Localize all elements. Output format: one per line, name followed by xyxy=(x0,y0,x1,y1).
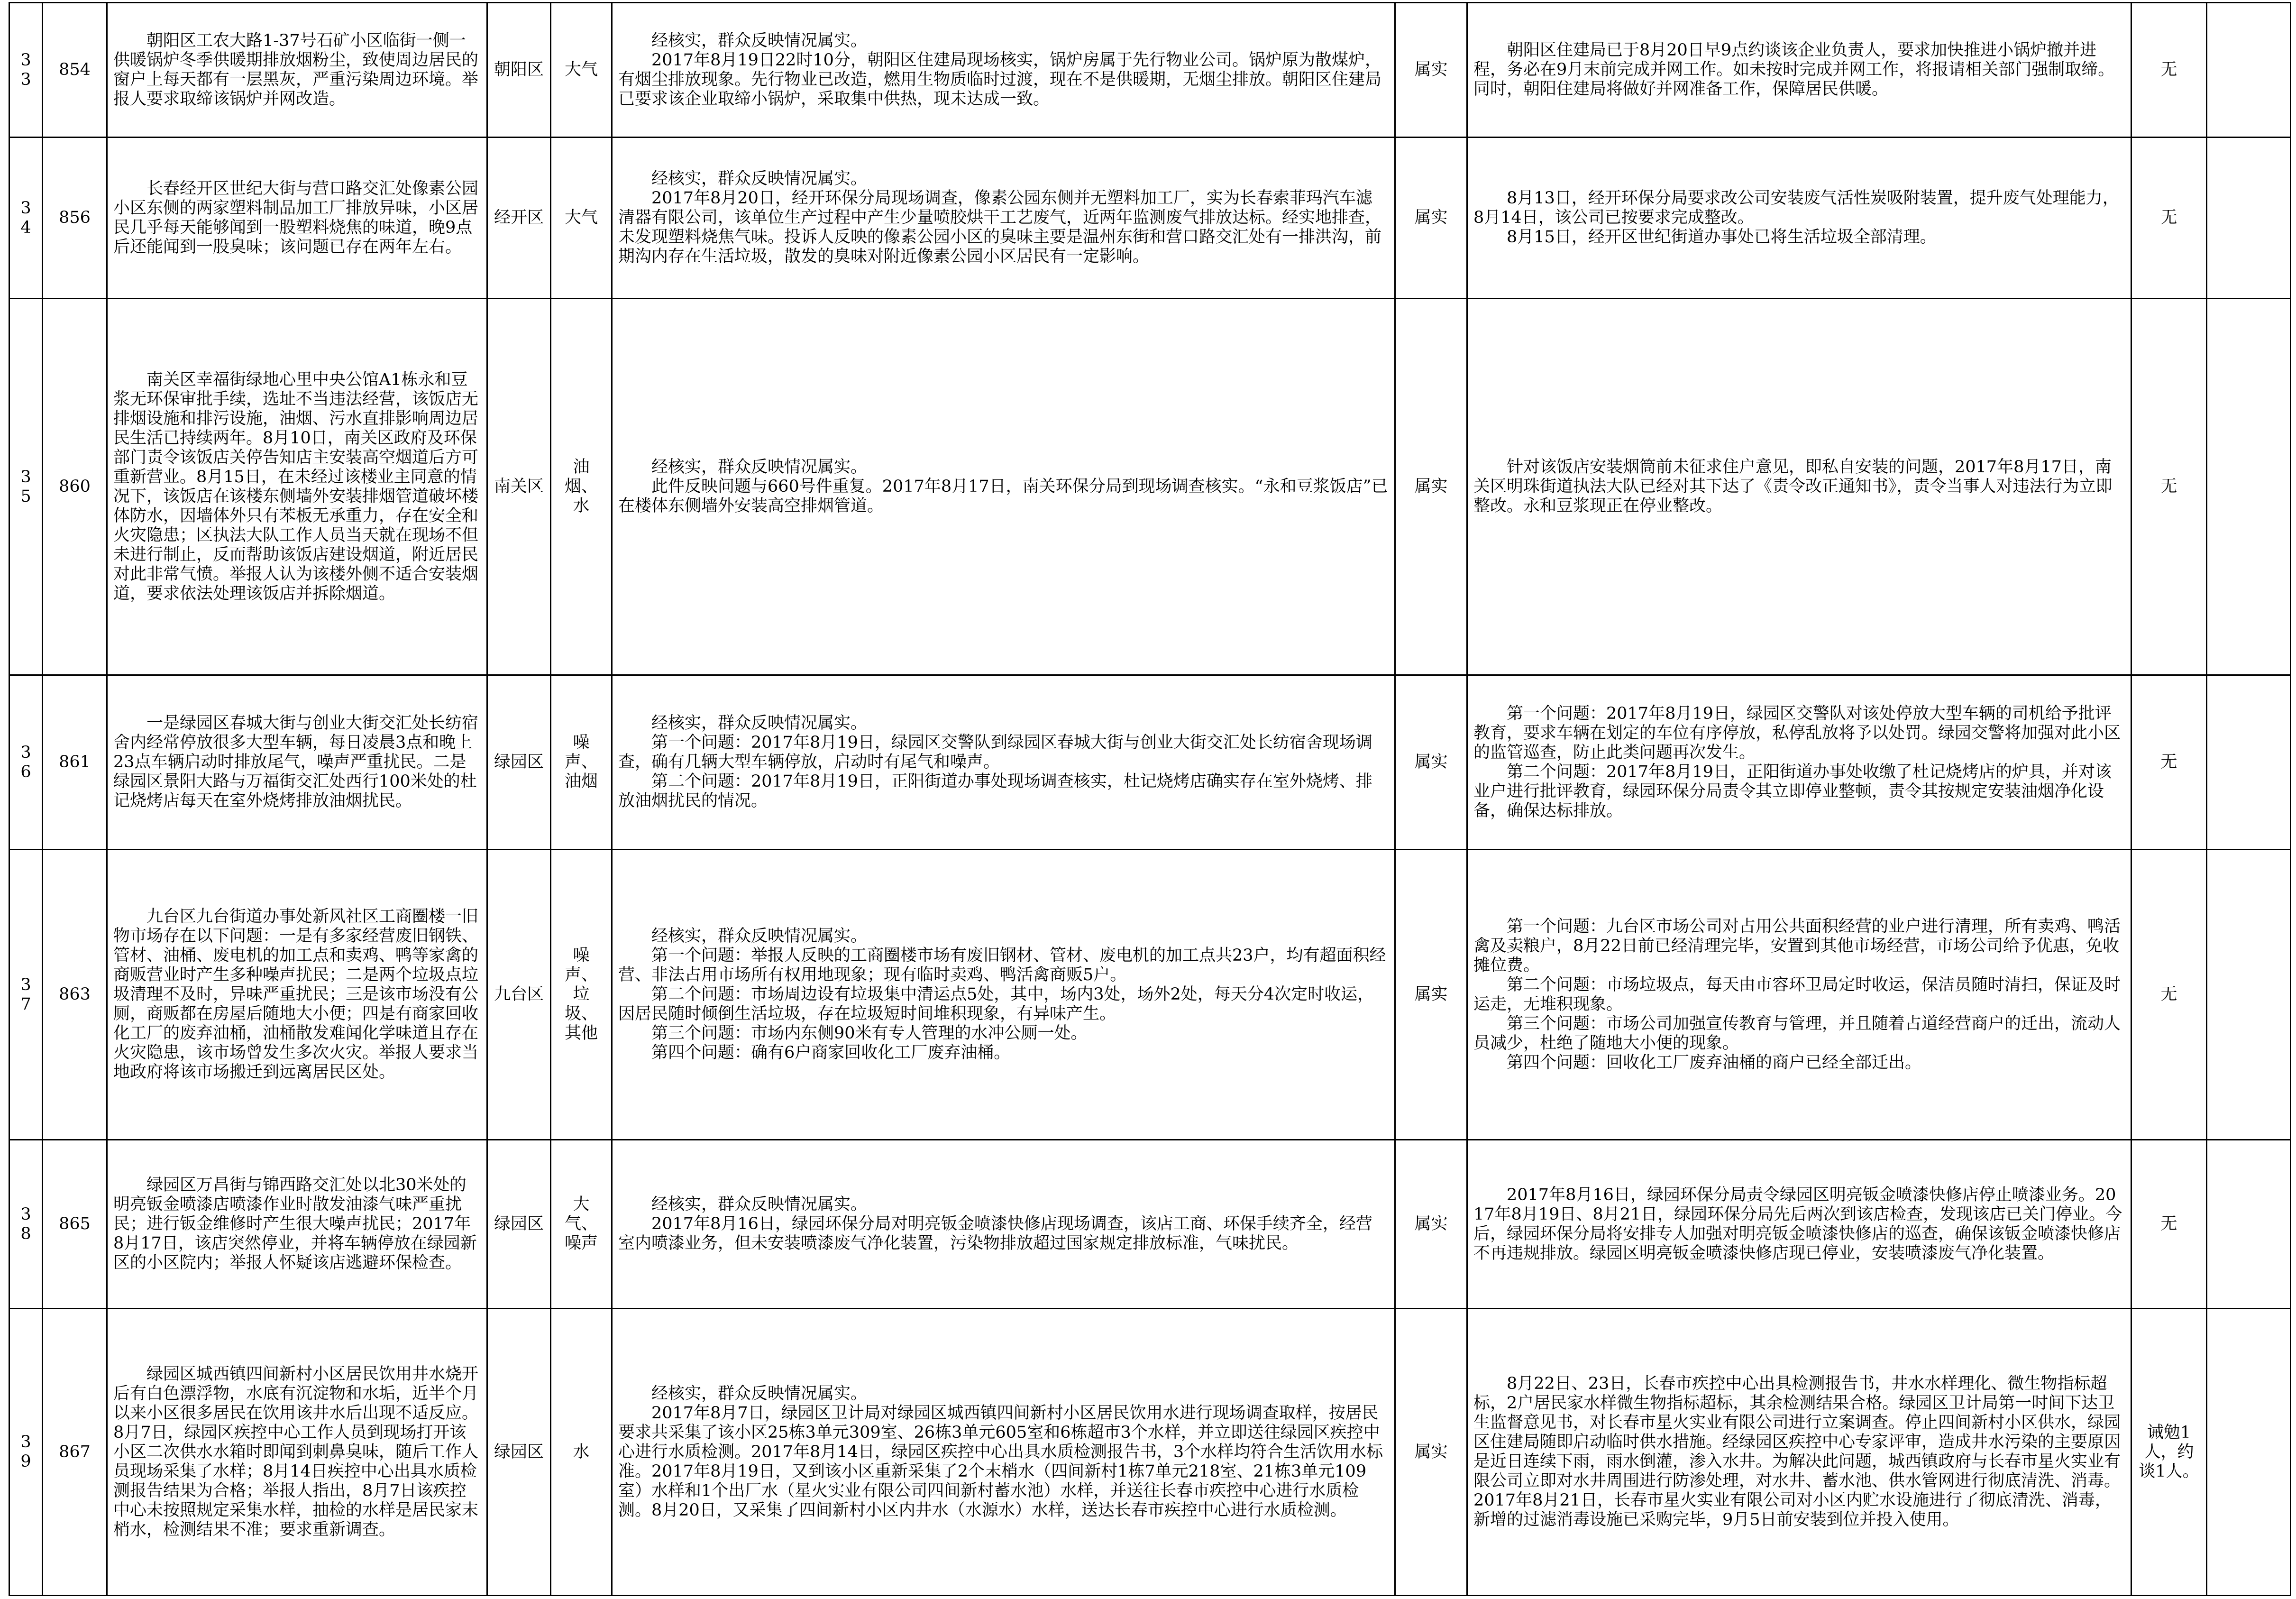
case-id-cell: 854 xyxy=(43,3,107,138)
investigation-cell-paragraph: 经核实，群众反映情况属实。 xyxy=(651,1384,868,1403)
pollution-type-cell: 大气 xyxy=(551,138,612,299)
handling-cell-paragraph: 第一个问题：九台区市场公司对占用公共面积经营的业户进行清理，所有卖鸡、鸭活禽及卖粮户，8月22日前已经清理完毕，安置到其他市场经营，市场公司给予优惠，免收摊位费。 xyxy=(1473,917,2121,975)
investigation-cell-paragraph: 经核实，群众反映情况属实。 xyxy=(651,31,868,50)
district-cell: 经开区 xyxy=(487,138,551,299)
handling-cell-paragraph: 8月13日，经开环保分局要求改公司安装废气活性炭吸附装置，提升废气处理能力，8月14日，该公司已按要求完成整改。 xyxy=(1473,189,2119,227)
investigation-cell-paragraph: 第四个问题：确有6户商家回收化工厂废弃油桶。 xyxy=(651,1043,1011,1062)
blank-cell xyxy=(2207,1140,2291,1309)
blank-cell xyxy=(2207,3,2291,138)
investigation-cell-paragraph: 经核实，群众反映情况属实。 xyxy=(651,1195,868,1214)
investigation-cell xyxy=(612,3,1395,138)
handling-cell xyxy=(1467,675,2131,850)
blank-cell xyxy=(2207,675,2291,850)
table-row xyxy=(9,138,2291,299)
accountability-cell: 无 xyxy=(2131,675,2207,850)
verdict-cell: 属实 xyxy=(1395,1140,1467,1309)
complaint-table xyxy=(9,2,2291,1596)
verdict-cell: 属实 xyxy=(1395,138,1467,299)
investigation-cell xyxy=(612,299,1395,675)
accountability-cell: 无 xyxy=(2131,138,2207,299)
case-id-cell: 860 xyxy=(43,299,107,675)
table-row xyxy=(9,3,2291,138)
blank-cell xyxy=(2207,850,2291,1140)
pollution-type-cell: 噪声、垃圾、其他 xyxy=(551,850,612,1140)
handling-cell-paragraph: 第一个问题：2017年8月19日，绿园区交警队对该处停放大型车辆的司机给予批评教育，要求车辆在划定的车位有序停放，私停乱放将予以处罚。绿园交警将加强对此小区的监管巡查，防止此类问题再次发生。 xyxy=(1473,704,2121,762)
handling-cell-paragraph: 针对该饭店安装烟筒前未征求住户意见，即私自安装的问题，2017年8月17日，南关区明珠街道执法大队已经对其下达了《责令改正通知书》，责令当事人对违法行为立即整改。永和豆浆现正在停业整改。 xyxy=(1473,458,2113,515)
accountability-cell: 无 xyxy=(2131,3,2207,138)
district-cell: 朝阳区 xyxy=(487,3,551,138)
handling-cell xyxy=(1467,1309,2131,1596)
complaint-cell xyxy=(107,138,487,299)
investigation-cell-paragraph: 第三个问题：市场内东侧90米有专人管理的水冲公厕一处。 xyxy=(651,1024,1088,1043)
handling-cell-paragraph: 朝阳区住建局已于8月20日早9点约谈该企业负责人，要求加快推进小锅炉撤并进程，务必在9月末前完成并网工作。如未按时完成并网工作，将报请相关部门强制取缔。同时，朝阳住建局将做好并网准备工作，保障居民供暖。 xyxy=(1473,41,2115,99)
handling-cell xyxy=(1467,3,2131,138)
blank-cell xyxy=(2207,299,2291,675)
handling-cell xyxy=(1467,299,2131,675)
row-seq-cell: 36 xyxy=(9,675,43,850)
blank-cell xyxy=(2207,1309,2291,1596)
investigation-cell xyxy=(612,675,1395,850)
table-row xyxy=(9,1140,2291,1309)
investigation-cell-paragraph: 2017年8月16日，绿园环保分局对明亮钣金喷漆快修店现场调查，该店工商、环保手续齐全，经营室内喷漆业务，但未安装喷漆废气净化装置，污染物排放超过国家规定排放标准，气味扰民。 xyxy=(618,1214,1372,1253)
investigation-cell-paragraph: 经核实，群众反映情况属实。 xyxy=(651,169,868,188)
pollution-type-cell: 水 xyxy=(551,1309,612,1596)
pollution-type-cell: 大气 xyxy=(551,3,612,138)
table-row xyxy=(9,850,2291,1140)
row-seq-cell: 39 xyxy=(9,1309,43,1596)
investigation-cell xyxy=(612,1309,1395,1596)
complaint-cell xyxy=(107,3,487,138)
row-seq-cell: 37 xyxy=(9,850,43,1140)
verdict-cell: 属实 xyxy=(1395,675,1467,850)
pollution-type-cell: 油烟、水 xyxy=(551,299,612,675)
pollution-type-cell: 噪声、油烟 xyxy=(551,675,612,850)
verdict-cell: 属实 xyxy=(1395,1309,1467,1596)
handling-cell xyxy=(1467,138,2131,299)
case-id-cell: 865 xyxy=(43,1140,107,1309)
complaint-cell xyxy=(107,1309,487,1596)
handling-cell-paragraph: 2017年8月16日，绿园环保分局责令绿园区明亮钣金喷漆快修店停止喷漆业务。2017年8月19日、8月21日，绿园环保分局先后两次到该店检查，发现该店已关门停业。今后，绿园环保分局将安排专人加强对明亮钣金喷漆快修店的巡查，确保该钣金喷漆快修店不再违规排放。绿园区明亮钣金喷漆快修店现已停业，安装喷漆废气净化装置。 xyxy=(1473,1185,2122,1263)
district-cell: 绿园区 xyxy=(487,1309,551,1596)
handling-cell-paragraph: 第二个问题：2017年8月19日，正阳街道办事处收缴了杜记烧烤店的炉具，并对该业户进行批评教育，绿园环保分局责令其立即停业整顿，责令其按规定安装油烟净化设备，确保达标排放。 xyxy=(1473,762,2112,820)
handling-cell-paragraph: 第四个问题：回收化工厂废弃油桶的商户已经全部迁出。 xyxy=(1507,1053,1922,1072)
investigation-cell-paragraph: 第一个问题：举报人反映的工商圈楼市场有废旧钢材、管材、废电机的加工点共23户，均有超面积经营、非法占用市场所有权用地现象；现有临时卖鸡、鸭活禽商贩5户。 xyxy=(618,946,1386,984)
complaint-cell-paragraph: 绿园区城西镇四间新村小区居民饮用井水烧开后有白色漂浮物，水底有沉淀物和水垢，近半个月以来小区很多居民在饮用该井水后出现不适反应。8月7日，绿园区疾控中心工作人员到现场打开该小区二次供水水箱时即闻到刺鼻臭味，随后工作人员现场采集了水样；8月14日疾控中心出具水质检测报告结果为合格；举报人指出，8月7日该疾控中心未按照规定采集水样，抽检的水样是居民家末梢水，检测结果不准；要求重新调查。 xyxy=(113,1364,479,1539)
row-seq-cell: 35 xyxy=(9,299,43,675)
handling-cell-paragraph: 8月22日、23日，长春市疾控中心出具检测报告书，井水水样理化、微生物指标超标，2户居民家水样微生物指标超标，其余检测结果合格。绿园区卫计局第一时间下达卫生监督意见书，对长春市星火实业有限公司进行立案调查。停止四间新村小区供水，绿园区住建局随即启动临时供水措施。经绿园区疾控中心专家评审，造成井水污染的主要原因是近日连续下雨，雨水倒灌，渗入水井。为解决此问题，城西镇政府与长春市星火实业有限公司立即对水井周围进行防渗处理，对水井、蓄水池、供水管网进行彻底清洗、消毒。2017年8月21日，长春市星火实业有限公司对小区内贮水设施进行了彻底清洗、消毒，新增的过滤消毒设施已采购完毕，9月5日前安装到位并投入使用。 xyxy=(1473,1374,2121,1529)
district-cell: 九台区 xyxy=(487,850,551,1140)
verdict-cell: 属实 xyxy=(1395,850,1467,1140)
case-id-cell: 863 xyxy=(43,850,107,1140)
row-seq-cell: 34 xyxy=(9,138,43,299)
investigation-cell-paragraph: 2017年8月19日22时10分，朝阳区住建局现场核实，锅炉房属于先行物业公司。锅炉原为散煤炉，有烟尘排放现象。先行物业已改造，燃用生物质临时过渡，现在不是供暖期，无烟尘排放。朝阳区住建局已要求该企业取缔小锅炉，采取集中供热，现未达成一致。 xyxy=(618,50,1382,109)
accountability-cell: 无 xyxy=(2131,1140,2207,1309)
district-cell: 绿园区 xyxy=(487,1140,551,1309)
case-id-cell: 867 xyxy=(43,1309,107,1596)
pollution-type-cell: 大气、噪声 xyxy=(551,1140,612,1309)
blank-cell xyxy=(2207,138,2291,299)
accountability-cell: 无 xyxy=(2131,850,2207,1140)
handling-cell xyxy=(1467,850,2131,1140)
table-row xyxy=(9,1309,2291,1596)
investigation-cell-paragraph: 2017年8月7日，绿园区卫计局对绿园区城西镇四间新村小区居民饮用水进行现场调查取样，按居民要求共采集了该小区25栋3单元309室、26栋3单元605室和6栋超市3个水样，并立即送往绿园区疾控中心进行水质检测。2017年8月14日，绿园区疾控中心出具水质检测报告书，3个水样均符合生活饮用水标准。2017年8月19日，又到该小区重新采集了2个末梢水（四间新村1栋7单元218室、21栋3单元109室）水样和1个出厂水（星火实业有限公司四间新村蓄水池）水样，并送往长春市疾控中心进行水质检测。8月20日，又采集了四间新村小区内井水（水源水）水样，送达长春市疾控中心进行水质检测。 xyxy=(618,1403,1383,1520)
complaint-cell xyxy=(107,1140,487,1309)
accountability-cell: 诫勉1人，约谈1人。 xyxy=(2131,1309,2207,1596)
handling-cell-paragraph: 第二个问题：市场垃圾点，每天由市容环卫局定时收运，保洁员随时清扫，保证及时运走，无堆积现象。 xyxy=(1473,975,2121,1014)
accountability-cell: 无 xyxy=(2131,299,2207,675)
investigation-cell-paragraph: 第二个问题：2017年8月19日，正阳街道办事处现场调查核实，杜记烧烤店确实存在室外烧烤、排放油烟扰民的情况。 xyxy=(618,772,1372,810)
complaint-cell-paragraph: 九台区九台街道办事处新风社区工商圈楼一旧物市场存在以下问题：一是有多家经营废旧钢铁、管材、油桶、废电机的加工点和卖鸡、鸭等家禽的商贩营业时产生多种噪声扰民；二是两个垃圾点垃圾清理不及时，异味严重扰民；三是该市场没有公厕，商贩都在房屋后随地大小便；四是有商家回收化工厂的废弃油桶，油桶散发难闻化学味道且存在火灾隐患，该市场曾发生多次火灾。举报人要求当地政府将该市场搬迁到远离居民区处。 xyxy=(113,907,479,1082)
table-row xyxy=(9,299,2291,675)
case-id-cell: 856 xyxy=(43,138,107,299)
investigation-cell-paragraph: 第二个问题：市场周边设有垃圾集中清运点5处，其中，场内3处，场外2处，每天分4次定时收运，因居民随时倾倒生活垃圾，存在垃圾短时间堆积现象，有异味产生。 xyxy=(618,985,1374,1023)
row-seq-cell: 38 xyxy=(9,1140,43,1309)
investigation-cell xyxy=(612,138,1395,299)
complaint-cell-paragraph: 绿园区万昌街与锦西路交汇处以北30米处的明亮钣金喷漆店喷漆作业时散发油漆气味严重扰民；进行钣金维修时产生很大噪声扰民；2017年8月17日，该店突然停业，并将车辆停放在绿园新区的小区院内；举报人怀疑该店逃避环保检查。 xyxy=(113,1176,477,1272)
investigation-cell-paragraph: 第一个问题：2017年8月19日，绿园区交警队到绿园区春城大街与创业大街交汇处长纺宿舍现场调查，确有几辆大型车辆停放，启动时有尾气和噪声。 xyxy=(618,733,1372,772)
handling-cell xyxy=(1467,1140,2131,1309)
investigation-cell-paragraph: 此件反映问题与660号件重复。2017年8月17日，南关环保分局到现场调查核实。“永和豆浆饭店”已在楼体东侧墙外安装高空排烟管道。 xyxy=(618,477,1388,515)
case-id-cell: 861 xyxy=(43,675,107,850)
complaint-cell xyxy=(107,675,487,850)
investigation-cell xyxy=(612,850,1395,1140)
district-cell: 绿园区 xyxy=(487,675,551,850)
verdict-cell: 属实 xyxy=(1395,299,1467,675)
district-cell: 南关区 xyxy=(487,299,551,675)
investigation-cell-paragraph: 经核实，群众反映情况属实。 xyxy=(651,714,868,733)
investigation-cell-paragraph: 2017年8月20日，经开环保分局现场调查，像素公园东侧并无塑料加工厂，实为长春索菲玛汽车滤清器有限公司，该单位生产过程中产生少量喷胶烘干工艺废气，近两年监测废气排放达标。经实地排查，未发现塑料烧焦气味。投诉人反映的像素公园小区的臭味主要是温州东街和营口路交汇处有一排洪沟，前期沟内存在生活垃圾，散发的臭味对附近像素公园小区居民有一定影响。 xyxy=(618,189,1382,266)
complaint-cell-paragraph: 一是绿园区春城大街与创业大街交汇处长纺宿舍内经常停放很多大型车辆，每日凌晨3点和晚上23点车辆启动时排放尾气，噪声严重扰民。二是绿园区景阳大路与万福街交汇处西行100米处的杜记烧烤店每天在室外烧烤排放油烟扰民。 xyxy=(113,714,479,810)
handling-cell-paragraph: 8月15日，经开区世纪街道办事处已将生活垃圾全部清理。 xyxy=(1507,228,1937,247)
handling-cell-paragraph: 第三个问题：市场公司加强宣传教育与管理，并且随着占道经营商户的迁出，流动人员减少，杜绝了随地大小便的现象。 xyxy=(1473,1014,2121,1053)
investigation-cell-paragraph: 经核实，群众反映情况属实。 xyxy=(651,458,868,477)
complaint-cell-paragraph: 朝阳区工农大路1-37号石矿小区临街一侧一供暖锅炉冬季供暖期排放烟粉尘，致使周边居民的窗户上每天都有一层黑灰，严重污染周边环境。举报人要求取缔该锅炉并网改造。 xyxy=(113,31,479,109)
complaint-cell xyxy=(107,299,487,675)
complaint-cell-paragraph: 南关区幸福街绿地心里中央公馆A1栋永和豆浆无环保审批手续，选址不当违法经营，该饭店无排烟设施和排污设施，油烟、污水直排影响周边居民生活已持续两年。8月10日，南关区政府及环保部门责令该饭店关停告知店主安装高空烟道后方可重新营业。8月15日，在未经过该楼业主同意的情况下，该饭店在该楼东侧墙外安装排烟管道破坏楼体防水，因墙体外只有苯板无承重力，存在安全和火灾隐患；区执法大队工作人员当天就在现场不但未进行制止，反而帮助该饭店建设烟道，附近居民对此非常气愤。举报人认为该楼外侧不适合安装烟道，要求依法处理该饭店并拆除烟道。 xyxy=(113,370,479,603)
investigation-cell-paragraph: 经核实，群众反映情况属实。 xyxy=(651,927,868,946)
investigation-cell xyxy=(612,1140,1395,1309)
table-row xyxy=(9,675,2291,850)
complaint-cell xyxy=(107,850,487,1140)
verdict-cell: 属实 xyxy=(1395,3,1467,138)
complaint-cell-paragraph: 长春经开区世纪大街与营口路交汇处像素公园小区东侧的两家塑料制品加工厂排放异味，小区居民几乎每天能够闻到一股塑料烧焦的味道，晚9点后还能闻到一股臭味；该问题已存在两年左右。 xyxy=(113,179,479,257)
row-seq-cell: 33 xyxy=(9,3,43,138)
